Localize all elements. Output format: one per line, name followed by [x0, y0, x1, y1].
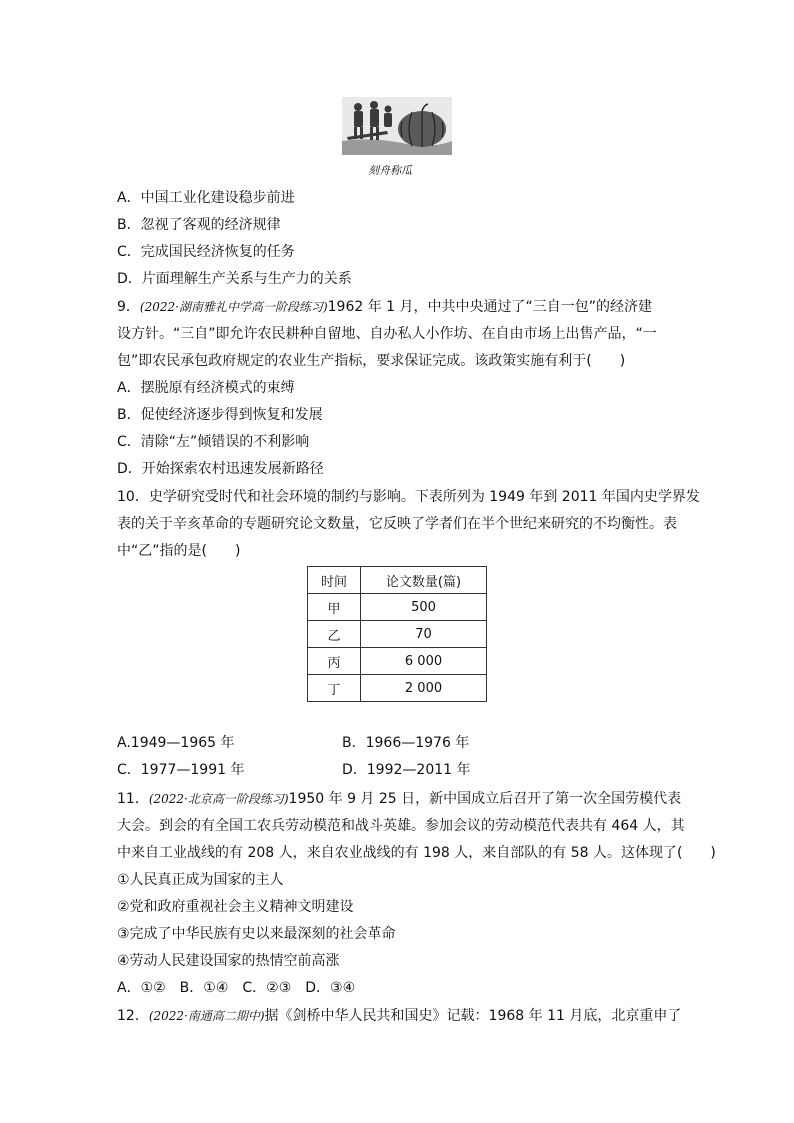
q10-option-d[interactable]: D．1992—2011 年 [342, 762, 471, 778]
q8-option-c[interactable]: C．完成国民经济恢复的任务 [117, 244, 295, 260]
table-cell: 500 [361, 594, 487, 621]
q12-source: (2022·南通高二期中) [148, 1009, 265, 1023]
table-row [308, 621, 487, 648]
q11-item-3: ③完成了中华民族有史以来最深刻的社会革命 [117, 926, 396, 942]
q11-source: (2022·北京高一阶段练习) [148, 792, 289, 806]
table-cell: 2 000 [361, 675, 487, 702]
table-header-cell: 论文数量(篇) [361, 567, 487, 594]
q10-option-b[interactable]: B．1966—1976 年 [342, 735, 470, 751]
table-row [308, 648, 487, 675]
q11-item-1: ①人民真正成为国家的主人 [117, 872, 284, 888]
table-cell: 6 000 [361, 648, 487, 675]
q10-stem-line2: 表的关于辛亥革命的专题研究论文数量，它反映了学者们在半个世纪来研究的不均衡性。表 [117, 516, 677, 532]
table-cell: 70 [361, 621, 487, 648]
q12-stem-text: 据《剑桥中华人民共和国史》记载：1968 年 11 月底，北京重申了 [264, 1008, 682, 1024]
table-header-row [308, 567, 487, 594]
q9-stem-line1 [117, 297, 652, 317]
q8-option-b[interactable]: B．忽视了客观的经济规律 [117, 217, 281, 233]
illustration-image [342, 97, 452, 155]
q9-stem-line2: 设方针。“三自”即允许农民耕种自留地、自办私人小作坊、在自由市场上出售产品，“一 [117, 326, 657, 342]
table-cell: 甲 [308, 594, 361, 621]
table-row [308, 594, 487, 621]
q8-option-d[interactable]: D．片面理解生产关系与生产力的关系 [117, 271, 352, 287]
q11-stem-line1 [117, 789, 681, 809]
q10-stem-line3: 中“乙”指的是( ) [117, 543, 241, 559]
q11-options[interactable]: A．①② B．①④ C．②③ D．③④ [117, 980, 356, 996]
q9-stem-line3: 包”即农民承包政府规定的农业生产指标，要求保证完成。该政策实施有利于( ) [117, 353, 626, 369]
q12-number: 12． [117, 1008, 149, 1024]
q9-source: (2022·湖南雅礼中学高一阶段练习) [139, 300, 328, 314]
q11-stem-line2: 大会。到会的有全国工农兵劳动模范和战斗英雄。参加会议的劳动模范代表共有 464 人，其 [117, 818, 685, 834]
q9-option-b[interactable]: B．促使经济逐步得到恢复和发展 [117, 407, 323, 423]
q10-option-c[interactable]: C．1977—1991 年 [117, 762, 245, 778]
table-cell: 丁 [308, 675, 361, 702]
table-header-cell: 时间 [308, 567, 361, 594]
figure-caption: 刻舟称瓜 [368, 164, 412, 177]
q11-stem-text: 1950 年 9 月 25 日，新中国成立后召开了第一次全国劳模代表 [288, 791, 682, 807]
q9-number: 9． [117, 299, 140, 315]
q11-item-2: ②党和政府重视社会主义精神文明建设 [117, 899, 354, 915]
table-cell: 乙 [308, 621, 361, 648]
q9-option-d[interactable]: D．开始探索农村迅速发展新路径 [117, 461, 324, 477]
q9-option-c[interactable]: C．清除“左”倾错误的不利影响 [117, 434, 310, 450]
q8-option-a[interactable]: A．中国工业化建设稳步前进 [117, 190, 295, 206]
table-cell: 丙 [308, 648, 361, 675]
q11-number: 11． [117, 791, 149, 807]
table-row [308, 675, 487, 702]
q9-stem-text: 1962 年 1 月，中共中央通过了“三自一包”的经济建 [327, 299, 653, 315]
paper-count-table [307, 566, 487, 702]
q10-stem-line1: 10．史学研究受时代和社会环境的制约与影响。下表所列为 1949 年到 2011 年国内史学界发 [117, 489, 700, 505]
q9-option-a[interactable]: A．摆脱原有经济模式的束缚 [117, 380, 295, 396]
q11-stem-line3: 中来自工业战线的有 208 人，来自农业战线的有 198 人，来自部队的有 58 人。这体现了( ) [117, 845, 716, 861]
q10-option-a[interactable]: A.1949—1965 年 [117, 735, 235, 751]
q12-stem-line1 [117, 1006, 681, 1026]
q11-item-4: ④劳动人民建设国家的热情空前高涨 [117, 953, 340, 969]
